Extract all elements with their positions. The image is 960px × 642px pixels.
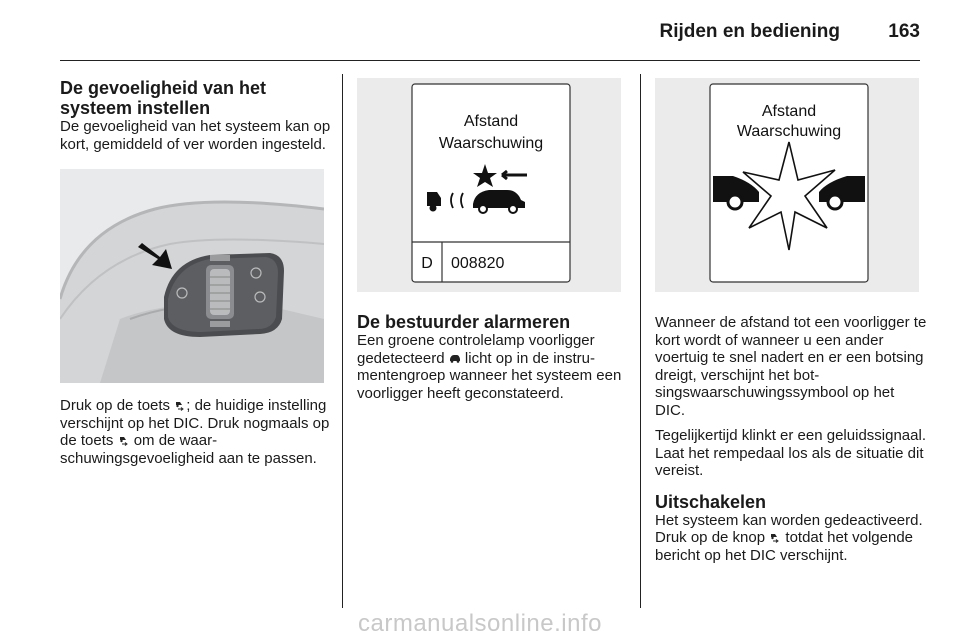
deactivate-text: Het systeem kan worden gedeactiveerd. Druk op de knop totdat het volgende bericht op het DIC verschijnt. [655, 511, 923, 564]
column-divider [640, 74, 641, 608]
site-watermark: carmanualsonline.info [358, 610, 602, 637]
display2-title-line2: Waarschuwing [736, 123, 842, 140]
steering-wheel-illustration [60, 169, 324, 383]
page-header [60, 0, 920, 61]
alert-driver-text: Een groene controlelamp voorligger gedetecteerd licht op in de instrumentengroep wanneer het systeem een voorligger heeft geconstateerd. [357, 332, 622, 402]
deactivate-heading: Uitschakelen [655, 491, 767, 512]
figure-label-code: 008820 [451, 255, 505, 272]
sensitivity-instructions: Druk op de toets ; de huidige instelling verschijnt op het DIC. Druk nogmaals op de toets om de waarschuwingsgevoeligheid aan te passen. [60, 397, 330, 467]
alert-driver-heading: De bestuurder alarmeren [357, 312, 571, 332]
sensitivity-heading: De gevoeligheid van het systeem instellen [60, 78, 267, 118]
section-title: Rijden en bediening [659, 21, 840, 42]
vehicle-gap-icon [174, 398, 186, 410]
distance-warning-display [357, 78, 621, 292]
sensitivity-intro: De gevoeligheid van het systeem kan op kort, gemiddeld of ver worden ingesteld. [60, 118, 331, 153]
vehicle-gap-icon [769, 530, 781, 542]
column-3 [655, 78, 927, 564]
figure-label-letter: D [421, 255, 433, 272]
column-1 [60, 78, 332, 467]
column-divider [342, 74, 343, 608]
collision-warning-text: Wanneer de afstand tot een voorligger te kort wordt of wanneer u een ander voertuig te snel nadert en er een botsing dreigt, verschijnt het botsingswaarschuwingssymbool op het DIC. [655, 314, 927, 419]
page-number: 163 [888, 21, 920, 42]
column-2 [357, 78, 629, 402]
display-title-line2: Waarschuwing [438, 135, 544, 152]
vehicle-ahead-icon [449, 351, 461, 363]
display-title-line1: Afstand [463, 113, 519, 130]
vehicle-gap-icon [118, 433, 130, 445]
display2-title-line1: Afstand [761, 103, 817, 120]
acoustic-signal-text: Tegelijkertijd klinkt er een geluidssignaal. Laat het rempedaal los als de situatie dit vereist. [655, 427, 926, 479]
collision-warning-display [655, 78, 919, 292]
